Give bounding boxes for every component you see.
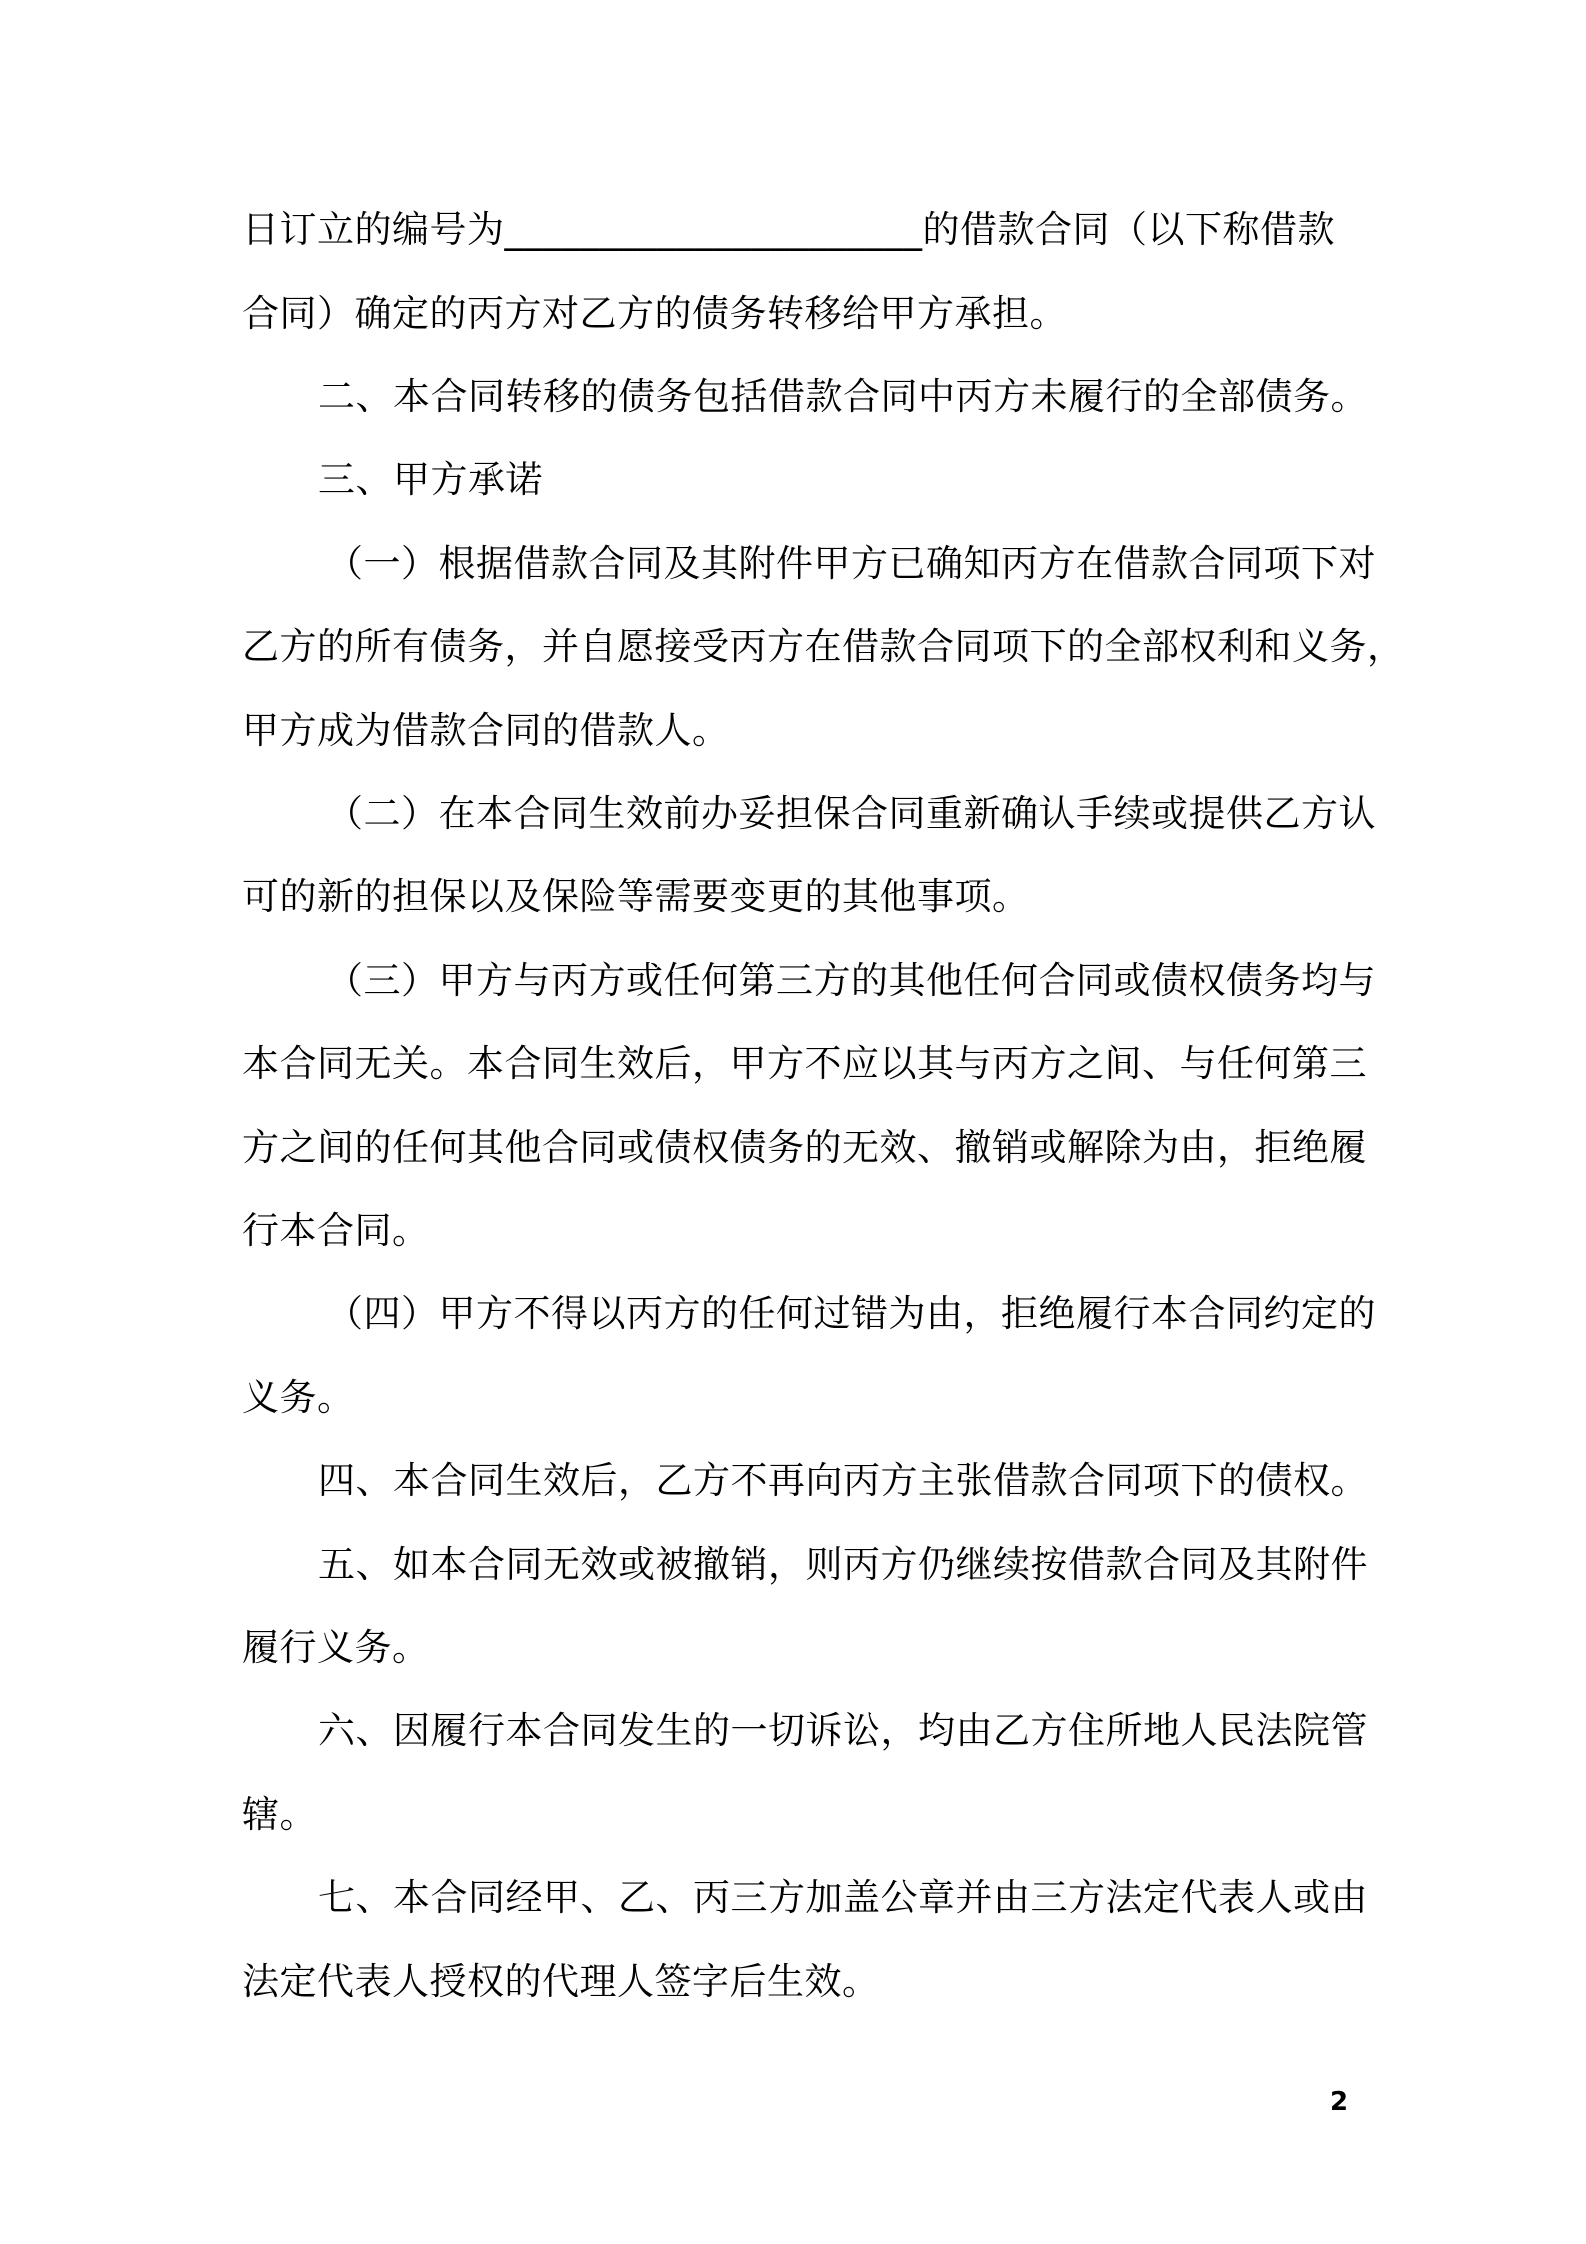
clause-six: 六、因履行本合同发生的一切诉讼，均由乙方住所地人民法院管 xyxy=(318,1709,1368,1752)
text-line: 方之间的任何其他合同或债权债务的无效、撤销或解除为由，拒绝履 xyxy=(242,1126,1367,1169)
text-line: 行本合同。 xyxy=(242,1209,430,1252)
text-line: 法定代表人授权的代理人签字后生效。 xyxy=(242,1960,880,2003)
clause-four: 四、本合同生效后，乙方不再向丙方主张借款合同项下的债权。 xyxy=(318,1459,1368,1502)
text-line: 甲方成为借款合同的借款人。 xyxy=(242,709,730,752)
clause-seven: 七、本合同经甲、乙、丙三方加盖公章并由三方法定代表人或由 xyxy=(318,1876,1368,1919)
text-line: 合同）确定的丙方对乙方的债务转移给甲方承担。 xyxy=(242,292,1067,335)
sub-clause-four: （四）甲方不得以丙方的任何过错为由，拒绝履行本合同约定的 xyxy=(326,1292,1376,1335)
sub-clause-three: （三）甲方与丙方或任何第三方的其他任何合同或债权债务均与 xyxy=(326,959,1376,1002)
sub-clause-two: （二）在本合同生效前办妥担保合同重新确认手续或提供乙方认 xyxy=(326,792,1376,835)
text-line: 日订立的编号为______________________的借款合同（以下称借款 xyxy=(242,208,1335,251)
text-line: 履行义务。 xyxy=(242,1626,430,1669)
clause-five: 五、如本合同无效或被撤销，则丙方仍继续按借款合同及其附件 xyxy=(318,1543,1368,1586)
text-line: 本合同无关。本合同生效后，甲方不应以其与丙方之间、与任何第三 xyxy=(242,1042,1367,1085)
clause-two: 二、本合同转移的债务包括借款合同中丙方未履行的全部债务。 xyxy=(318,375,1368,418)
text-line: 辖。 xyxy=(242,1793,317,1836)
text-line: 乙方的所有债务，并自愿接受丙方在借款合同项下的全部权利和义务， xyxy=(242,625,1405,668)
text-line: 可的新的担保以及保险等需要变更的其他事项。 xyxy=(242,875,1030,918)
sub-clause-one: （一）根据借款合同及其附件甲方已确知丙方在借款合同项下对 xyxy=(326,542,1376,585)
clause-three-heading: 三、甲方承诺 xyxy=(318,458,543,501)
page-number: 2 xyxy=(1330,2087,1349,2117)
text-line: 义务。 xyxy=(242,1376,355,1419)
